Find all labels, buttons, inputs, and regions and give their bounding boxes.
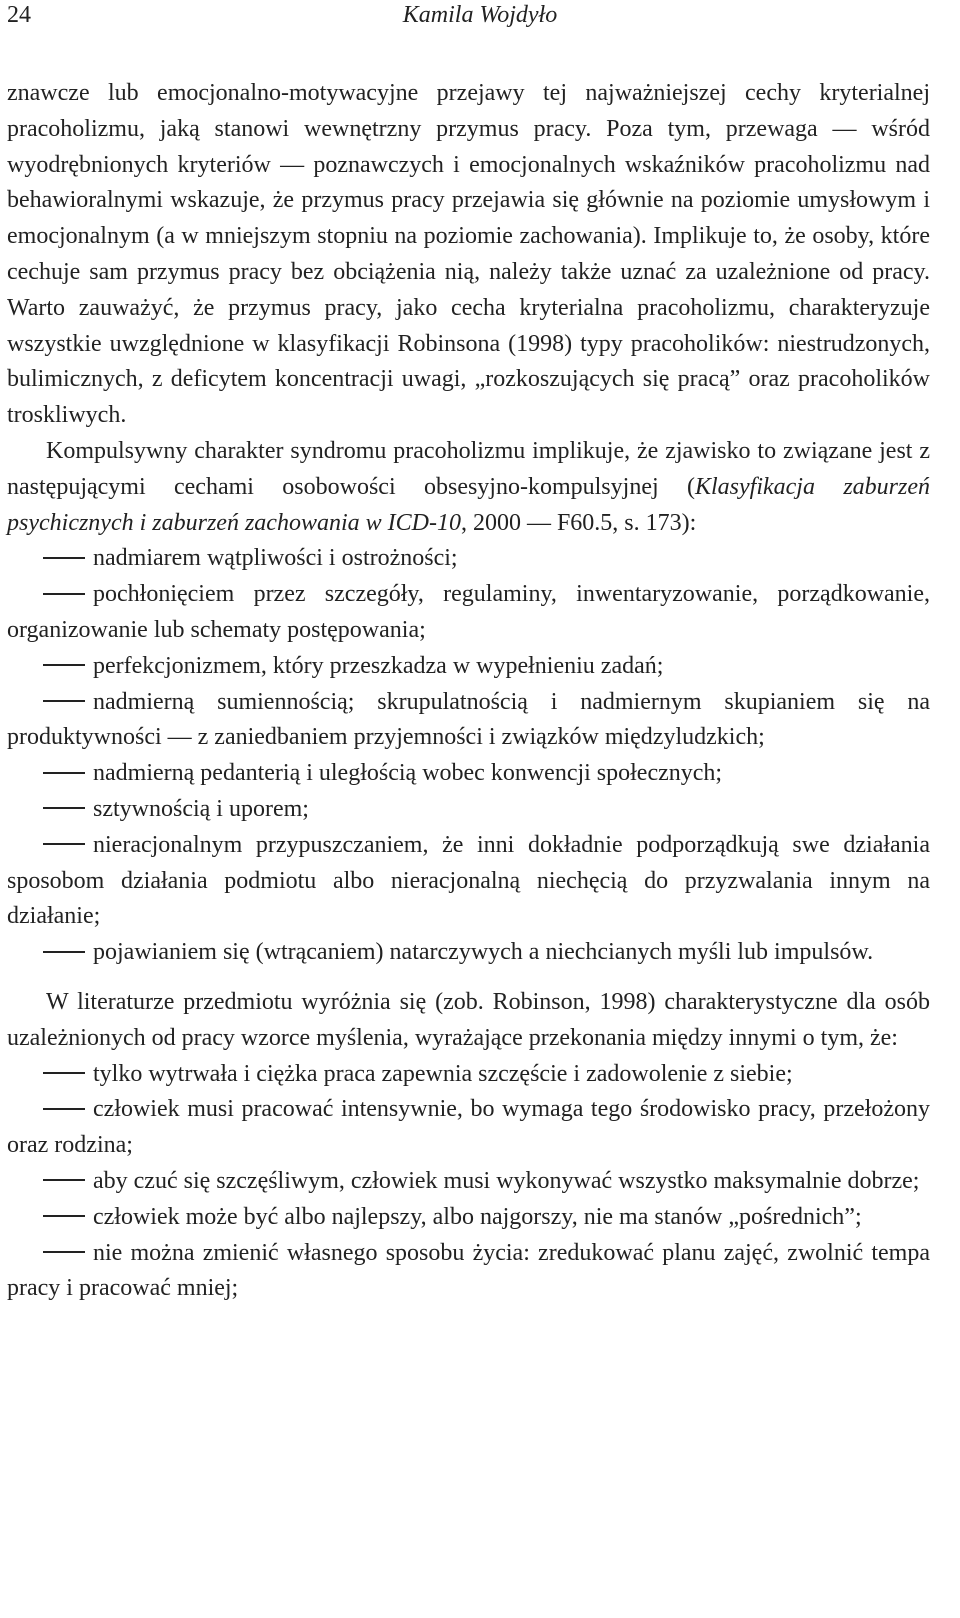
em-dash-icon xyxy=(43,1215,85,1217)
list-item-text: nadmiarem wątpliwości i ostrożności; xyxy=(93,545,458,572)
list-item-text: nadmierną sumiennością; skrupulatnością i nadmiernym skupianiem się na produktywności — z zaniedbaniem przyjemności i związków międzyludzkich; xyxy=(7,688,930,751)
em-dash-icon xyxy=(43,1179,85,1181)
em-dash-icon xyxy=(43,557,85,559)
list-item xyxy=(7,828,930,935)
em-dash-icon xyxy=(43,700,85,702)
list-item-text: tylko wytrwała i ciężka praca zapewnia szczęście i zadowolenie z siebie; xyxy=(93,1060,793,1087)
em-dash-icon xyxy=(43,772,85,774)
em-dash-icon xyxy=(43,1251,85,1253)
list-item xyxy=(7,1057,930,1093)
list-item xyxy=(7,577,930,649)
em-dash-icon xyxy=(43,664,85,666)
list-item xyxy=(7,935,930,971)
paragraph-compulsive xyxy=(7,434,930,541)
list-item xyxy=(7,1200,930,1236)
em-dash-icon xyxy=(43,843,85,845)
em-dash-icon xyxy=(43,807,85,809)
beliefs-list xyxy=(7,1057,930,1308)
list-item xyxy=(7,792,930,828)
list-item xyxy=(7,649,930,685)
list-item xyxy=(7,756,930,792)
list-item xyxy=(7,1164,930,1200)
list-item-text: sztywnością i uporem; xyxy=(93,795,309,822)
list-item-text: człowiek musi pracować intensywnie, bo wymaga tego środowisko pracy, przełożony oraz rodzina; xyxy=(7,1096,930,1159)
list-item-text: człowiek może być albo najlepszy, albo najgorszy, nie ma stanów „pośrednich”; xyxy=(93,1203,862,1230)
em-dash-icon xyxy=(43,593,85,595)
page-body xyxy=(7,76,930,1307)
page-header xyxy=(0,0,960,34)
list-item-text: pochłonięciem przez szczegóły, regulaminy, inwentaryzowanie, porządkowanie, organizowanie lub schematy postępowania; xyxy=(7,581,930,643)
list-item-text: nieracjonalnym przypuszczaniem, że inni dokładnie podporządkują swe działania sposobom działania podmiotu albo nieracjonalną niechęcią do przyzwalania innym na działanie; xyxy=(7,831,930,930)
paragraph-text: , 2000 — F60.5, s. 173): xyxy=(460,509,697,536)
list-item-text: pojawianiem się (wtrącaniem) natarczywych a niechcianych myśli lub impulsów. xyxy=(93,939,874,966)
paragraph-text: Kompulsywny charakter syndromu pracoholizmu implikuje, że zjawisko to związane jest z następującymi cechami osobowości obsesyjno-kompulsyjnej ( xyxy=(7,437,930,500)
list-item-text: aby czuć się szczęśliwym, człowiek musi wykonywać wszystko maksymalnie dobrze; xyxy=(93,1167,920,1194)
list-item-text: nie można zmienić własnego sposobu życia: zredukować planu zajęć, zwolnić tempa pracy i pracować mniej; xyxy=(7,1239,930,1302)
list-item xyxy=(7,685,930,757)
list-item xyxy=(7,1236,930,1308)
icd-title: Klasyfikacja zaburzeń psychicznych i zaburzeń zachowania w ICD-10 xyxy=(7,473,930,536)
list-item xyxy=(7,541,930,577)
em-dash-icon xyxy=(43,951,85,953)
page-number: 24 xyxy=(7,2,31,28)
paragraph-continued: znawcze lub emocjonalno-motywacyjne przejawy tej najważniejszej cechy kryterialnej pracoholizmu, jaką stanowi wewnętrzny przymus pracy. Poza tym, przewaga — wśród wyodrębnionych kryteriów — poznawczych i emocjonalnych wskaźników pracoholizmu nad behawioralnymi wskazuje, że przymus pracy przejawia się głównie na poziomie umysłowym i emocjonalnym (a w mniejszym stopniu na poziomie zachowania). Implikuje to, że osoby, które cechuje sam przymus pracy bez obciążenia nią, należy także uznać za uzależnione od pracy. Warto zauważyć, że przymus pracy, jako cecha kryterialna pracoholizmu, charakteryzuje wszystkie uwzględnione w klasyfikacji Robinsona (1998) typy pracoholików: niestrudzonych, bulimicznych, z deficytem koncentracji uwagi, „rozkoszujących się pracą” oraz pracoholików troskliwych. xyxy=(7,80,930,429)
em-dash-icon xyxy=(43,1108,85,1110)
em-dash-icon xyxy=(43,1072,85,1074)
running-head: Kamila Wojdyło xyxy=(402,2,558,28)
list-item-text: perfekcjonizmem, który przeszkadza w wypełnieniu zadań; xyxy=(93,652,664,679)
list-item xyxy=(7,1092,930,1164)
traits-list xyxy=(7,541,930,971)
paragraph-thinking-patterns: W literaturze przedmiotu wyróżnia się (zob. Robinson, 1998) charakterystyczne dla osób uzależnionych od pracy wzorce myślenia, wyrażające przekonania między innymi o tym, że: xyxy=(7,988,930,1051)
list-item-text: nadmierną pedanterią i uległością wobec konwencji społecznych; xyxy=(93,760,723,787)
